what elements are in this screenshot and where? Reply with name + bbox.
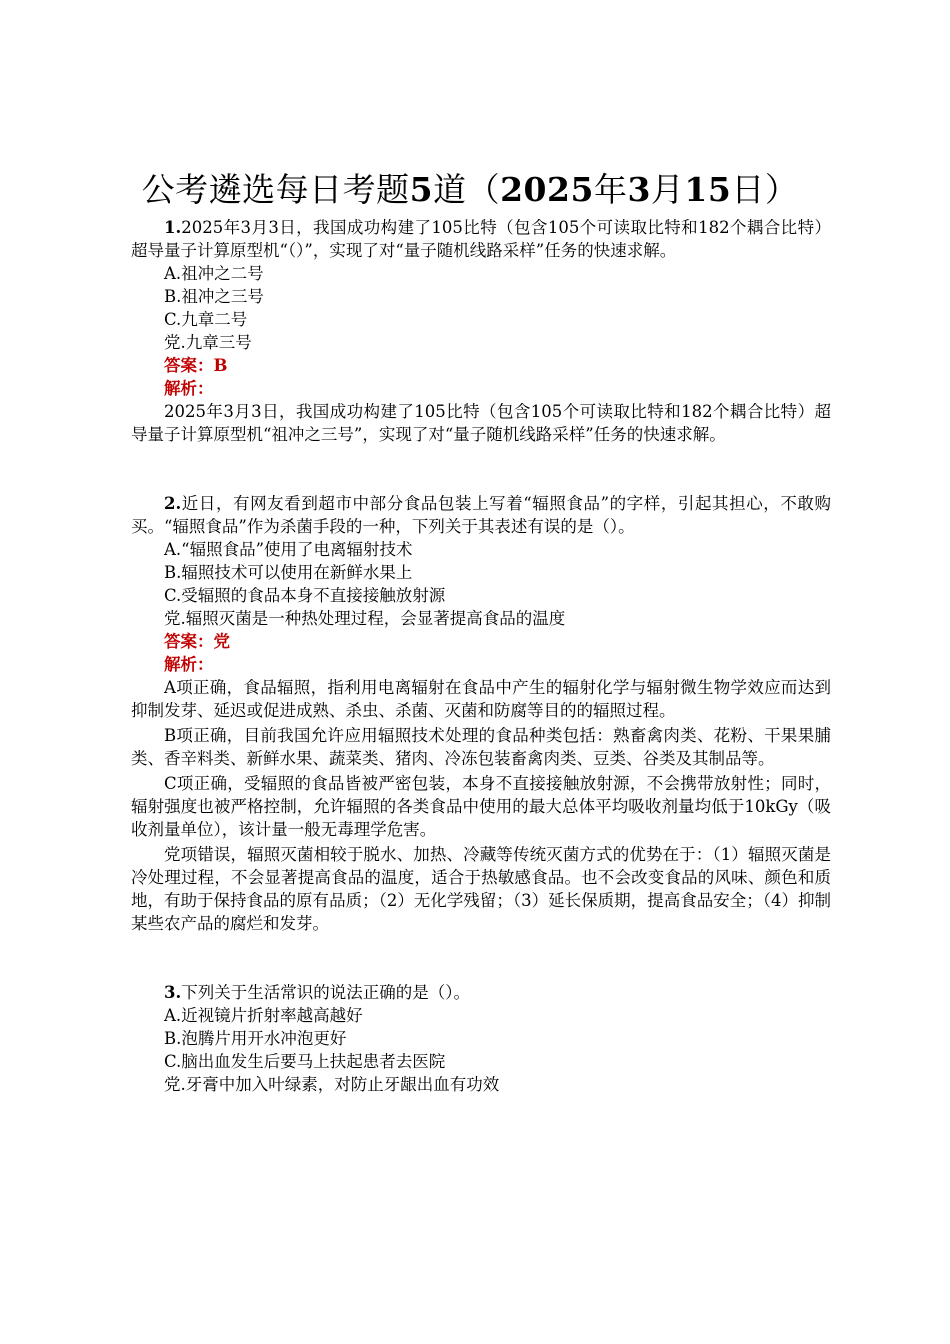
title-middle: 道（ [433,170,501,209]
option-b: B.辐照技术可以使用在新鲜水果上 [164,563,413,582]
question-stem [131,492,831,538]
question-number: 2. [164,494,182,513]
title-month: 3 [627,170,651,209]
answer-label: 答案：党 [164,632,230,651]
document-page [131,168,831,1096]
analysis-paragraph: C项正确，受辐照的食品皆被严密包装，本身不直接接触放射源，不会携带放射性；同时，辐射强度也被严格控制，允许辐照的各类食品中使用的最大总体平均吸收剂量均低于10kGy（吸收剂量单位），该计量一般无毒理学危害。 [131,774,831,839]
option-a: A.近视镜片折射率越高越好 [164,1006,363,1025]
title-day: 15 [684,170,732,209]
title-prefix: 公考遴选每日考题 [141,170,410,209]
option-a: A.祖冲之二号 [164,264,264,283]
question-3 [131,981,831,1096]
question-number: 1. [164,218,182,237]
option-c: C.九章二号 [164,310,248,329]
question-stem [131,981,831,1004]
title-month-unit: 月 [650,170,685,209]
option-d: 党.辐照灭菌是一种热处理过程，会显著提高食品的温度 [164,609,566,628]
option-d: 党.九章三号 [164,333,252,352]
analysis-paragraph: 2025年3月3日，我国成功构建了105比特（包含105个可读取比特和182个耦合比特）超导量子计算原型机“祖冲之三号”，实现了对“量子随机线路采样”任务的快速求解。 [131,402,831,444]
title-day-unit: 日） [731,170,799,209]
analysis-paragraph: A项正确，食品辐照，指利用电离辐射在食品中产生的辐射化学与辐射微生物学效应而达到抑制发芽、延迟或促进成熟、杀虫、杀菌、灭菌和防腐等目的的辐照过程。 [131,678,831,720]
title-year-unit: 年 [593,170,628,209]
spacer [131,446,831,492]
question-1 [131,216,831,446]
analysis-paragraph: 党项错误，辐照灭菌相较于脱水、加热、冷藏等传统灭菌方式的优势在于：（1）辐照灭菌是冷处理过程，不会显著提高食品的温度，适合于热敏感食品。也不会改变食品的风味、颜色和质地，有助于保持食品的原有品质；（2）无化学残留；（3）延长保质期，提高食品安全；（4）抑制某些农产品的腐烂和发芽。 [131,845,831,933]
question-2 [131,492,831,935]
analysis-label: 解析： [164,655,214,674]
question-stem-text: 下列关于生活常识的说法正确的是（）。 [181,983,470,1002]
title-count: 5 [409,170,434,209]
option-b: B.泡腾片用开水冲泡更好 [164,1029,347,1048]
option-d: 党.牙膏中加入叶绿素，对防止牙龈出血有功效 [164,1075,500,1094]
question-stem-text: 近日，有网友看到超市中部分食品包装上写着“辐照食品”的字样，引起其担心，不敢购买。“辐照食品”作为杀菌手段的一种，下列关于其表述有误的是（）。 [131,494,831,536]
option-c: C.受辐照的食品本身不直接接触放射源 [164,586,446,605]
question-number: 3. [164,983,182,1002]
page-title [109,168,831,212]
option-b: B.祖冲之三号 [164,287,264,306]
analysis-label: 解析： [164,379,214,398]
question-stem [131,216,831,262]
title-year: 2025 [500,170,594,209]
question-stem-text: 2025年3月3日，我国成功构建了105比特（包含105个可读取比特和182个耦合比特）超导量子计算原型机“（）”，实现了对“量子随机线路采样”任务的快速求解。 [131,218,831,260]
answer-label: 答案：B [164,356,228,375]
analysis-paragraph: B项正确，目前我国允许应用辐照技术处理的食品种类包括：熟畜禽肉类、花粉、干果果脯类、香辛料类、新鲜水果、蔬菜类、猪肉、冷冻包装畜禽肉类、豆类、谷类及其制品等。 [131,726,831,768]
option-a: A.“辐照食品”使用了电离辐射技术 [164,540,413,559]
spacer [131,935,831,981]
option-c: C.脑出血发生后要马上扶起患者去医院 [164,1052,446,1071]
